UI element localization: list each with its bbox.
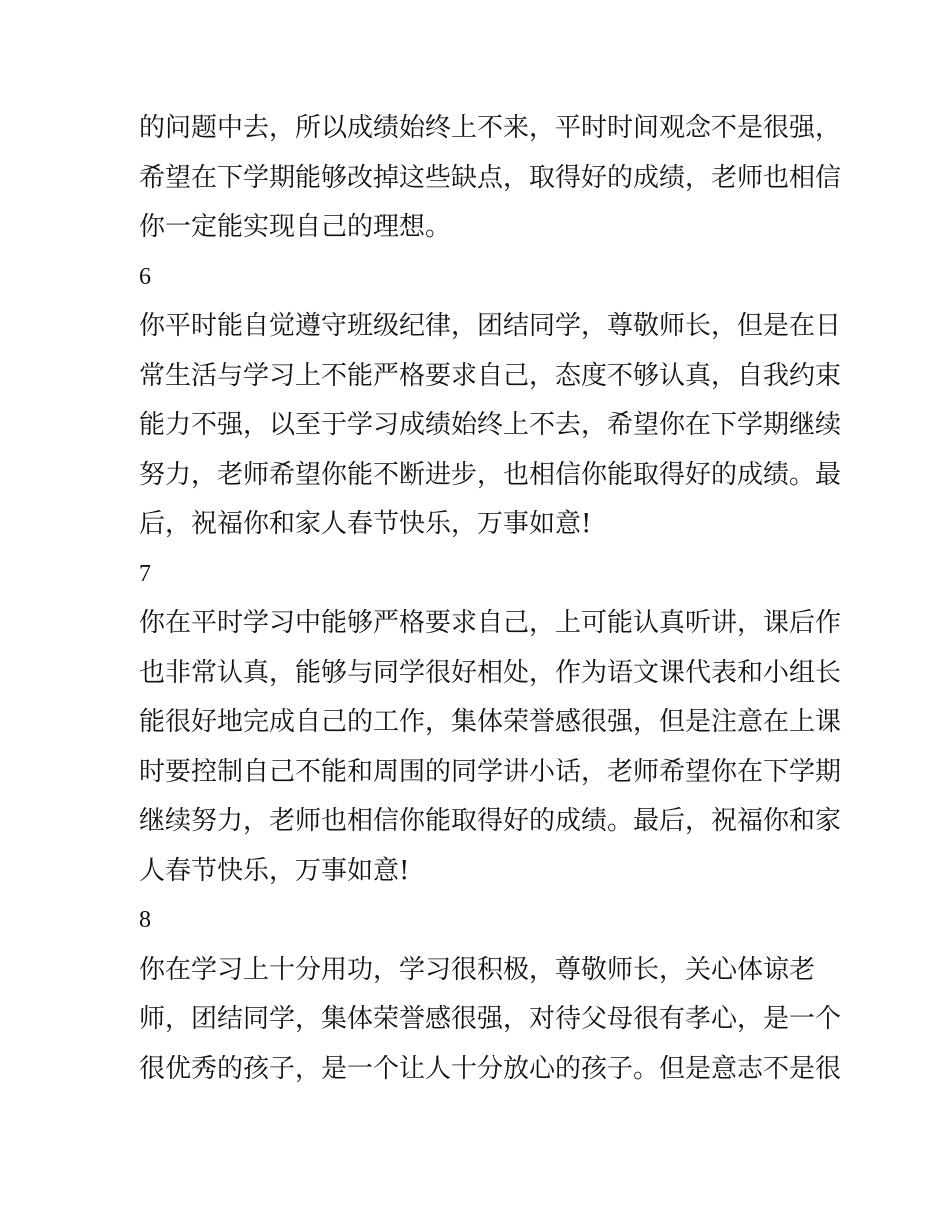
text-line: 希望在下学期能够改掉这些缺点，取得好的成绩，老师也相信 (139, 162, 842, 193)
text-line: 你在学习上十分用功，学习很积极，尊敬师长，关心体谅老 (139, 954, 816, 985)
text-line: 人春节快乐，万事如意! (139, 855, 410, 886)
text-line: 你在平时学习中能够严格要求自己，上可能认真听讲，课后作 (139, 608, 842, 638)
paragraph-entry-6 (139, 302, 842, 550)
text-line: 也非常认真，能够与同学很好相处，作为语文课代表和小组长 (139, 657, 842, 688)
text-line: 继续努力，老师也相信你能取得好的成绩。最后，祝福你和家 (139, 806, 842, 836)
paragraph-continued (139, 104, 842, 253)
paragraph-entry-8 (139, 946, 842, 1095)
text-line: 你平时能自觉遵守班级纪律，团结同学，尊敬师长，但是在日 (139, 311, 842, 341)
entry-number-7: 7 (139, 560, 151, 587)
entry-number-6: 6 (139, 263, 151, 290)
entry-number-8: 8 (139, 907, 151, 933)
document-body (139, 104, 842, 1094)
text-line: 常生活与学习上不能严格要求自己，态度不够认真，自我约束 (139, 360, 842, 391)
text-line: 的问题中去，所以成绩始终上不来，平时时间观念不是很强， (139, 113, 842, 143)
text-line: 时要控制自己不能和周围的同学讲小话，老师希望你在下学期 (139, 756, 842, 787)
paragraph-entry-7 (139, 599, 842, 896)
text-line: 很优秀的孩子，是一个让人十分放心的孩子。但是意志不是很 (139, 1053, 842, 1084)
text-line: 努力，老师希望你能不断进步，也相信你能取得好的成绩。最 (139, 459, 842, 490)
text-line: 师，团结同学，集体荣誉感很强，对待父母很有孝心，是一个 (139, 1004, 842, 1034)
text-line: 你一定能实现自己的理想。 (139, 212, 452, 242)
text-line: 能很好地完成自己的工作，集体荣誉感很强，但是注意在上课 (139, 707, 842, 737)
text-line: 后，祝福你和家人春节快乐，万事如意! (139, 509, 592, 539)
text-line: 能力不强，以至于学习成绩始终上不去，希望你在下学期继续 (139, 410, 842, 440)
